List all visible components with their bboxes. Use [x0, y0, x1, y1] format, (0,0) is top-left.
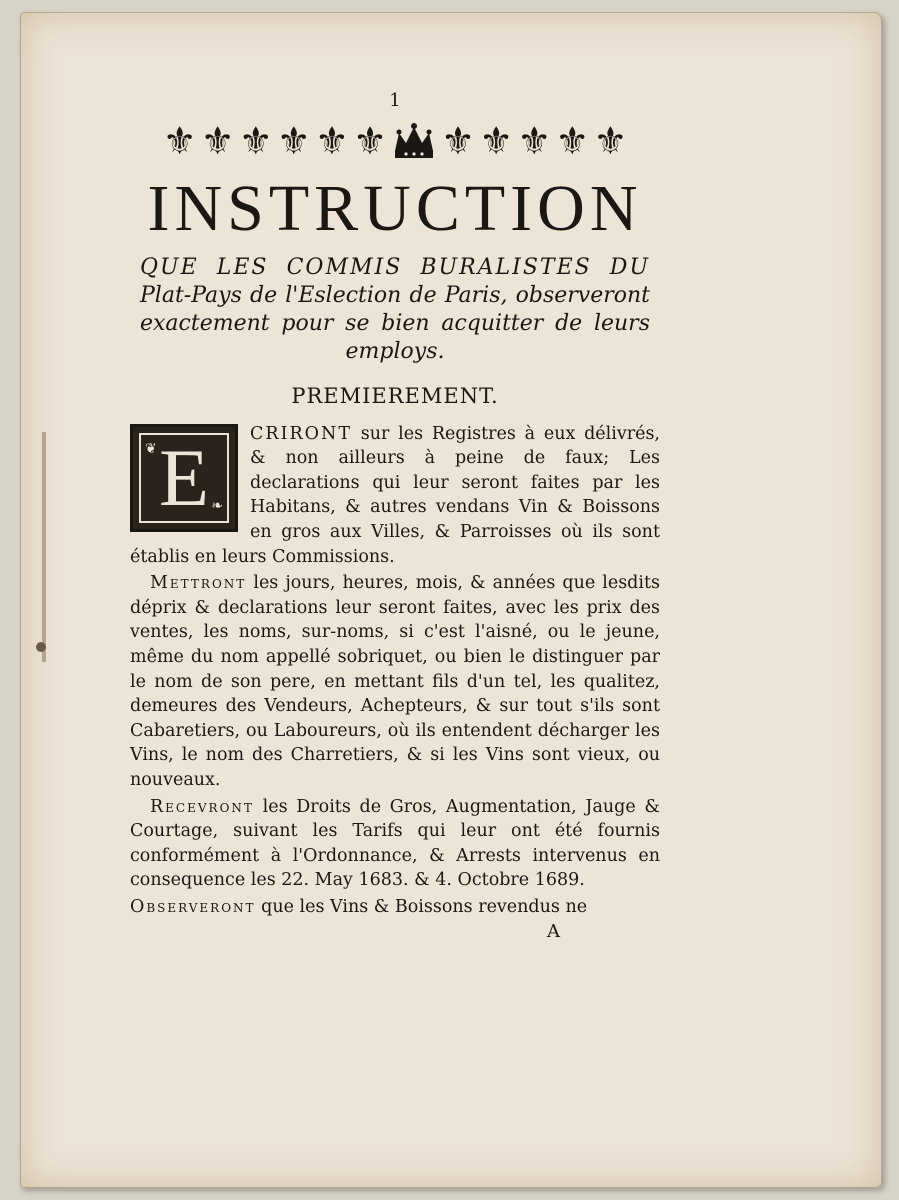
initial-letter: E [158, 431, 210, 523]
paragraph-2 [130, 571, 660, 792]
page-number: 1 [389, 90, 401, 111]
paragraph-text: sur les Registres à eux délivrés, & non ailleurs à peine de faux; Les declarations qui leur seront faites par les Habitans, & autres vendans Vin & Boissons en gros aux Villes, & Parroisses où ils sont établis en leurs Commissions. [130, 423, 660, 567]
page-subtitle [140, 254, 650, 366]
paragraph-3 [130, 795, 660, 893]
crown-icon [391, 121, 437, 161]
fleuron-ornament-band [130, 117, 660, 165]
paragraph-text: les jours, heures, mois, & années que lesdits déprix & declarations leur seront faites, avec les prix des ventes, les noms, sur-noms, si c'est l'aisné, ou le jeune, même du nom appellé sobriquet, ou bien le distinguer par le nom de son pere, en mettant fils d'un tel, les qualitez, demeures des Vendeurs, Achepteurs, & sur tout s'ils sont Cabaretiers, ou Laboureurs, où ils entendent décharger les Vins, le nom des Charretiers, & si les Vins sont vieux, ou nouveaux. [130, 573, 660, 790]
paragraph-lead: Mettront [150, 573, 247, 594]
section-heading: PREMIEREMENT. [291, 383, 499, 408]
page-title: INSTRUCTION [147, 172, 643, 245]
leaf-ornament-icon: ❧ [211, 498, 223, 514]
subtitle-caps-line: QUE LES COMMIS BURALISTES DU [140, 254, 650, 280]
binding-hole [36, 642, 46, 652]
catchword: A [547, 921, 560, 943]
decorated-initial [130, 424, 238, 532]
subtitle-rest: Plat-Pays de l'Eslection de Paris, observeront exactement pour se bien acquitter de leurs employs. [140, 282, 650, 364]
paragraph-text: que les Vins & Boissons revendus ne [255, 896, 588, 917]
fleur-de-lis-icon: ⚜ [162, 119, 197, 163]
fleur-de-lis-icon: ⚜ [276, 119, 311, 163]
page-content [130, 90, 660, 942]
document-page [20, 12, 882, 1188]
paragraph-lead: Observeront [130, 896, 256, 917]
binding-thread [42, 432, 46, 662]
fleur-de-lis-icon: ⚜ [593, 119, 628, 163]
paragraph-lead: CRIRONT [250, 423, 352, 444]
fleur-de-lis-icon: ⚜ [200, 119, 235, 163]
fleur-de-lis-icon: ⚜ [555, 119, 590, 163]
paragraph-4 [130, 895, 660, 920]
fleur-de-lis-icon: ⚜ [352, 119, 388, 163]
paragraph-1 [130, 422, 660, 570]
fleur-de-lis-icon: ⚜ [238, 119, 273, 163]
fleur-de-lis-icon: ⚜ [517, 119, 552, 163]
body-text [130, 422, 660, 920]
fleur-de-lis-icon: ⚜ [479, 119, 514, 163]
leaf-ornament-icon: ❦ [145, 440, 157, 457]
paragraph-lead: Recevront [150, 796, 254, 817]
fleur-de-lis-icon: ⚜ [314, 119, 349, 163]
paragraph-text: les Droits de Gros, Augmentation, Jauge & Courtage, suivant les Tarifs qui leur ont été fournis conformément à l'Ordonnance, & Arrests intervenus en consequence les 22. May 1683. & 4. Octobre 1689. [130, 796, 660, 891]
fleur-de-lis-icon: ⚜ [441, 119, 476, 163]
